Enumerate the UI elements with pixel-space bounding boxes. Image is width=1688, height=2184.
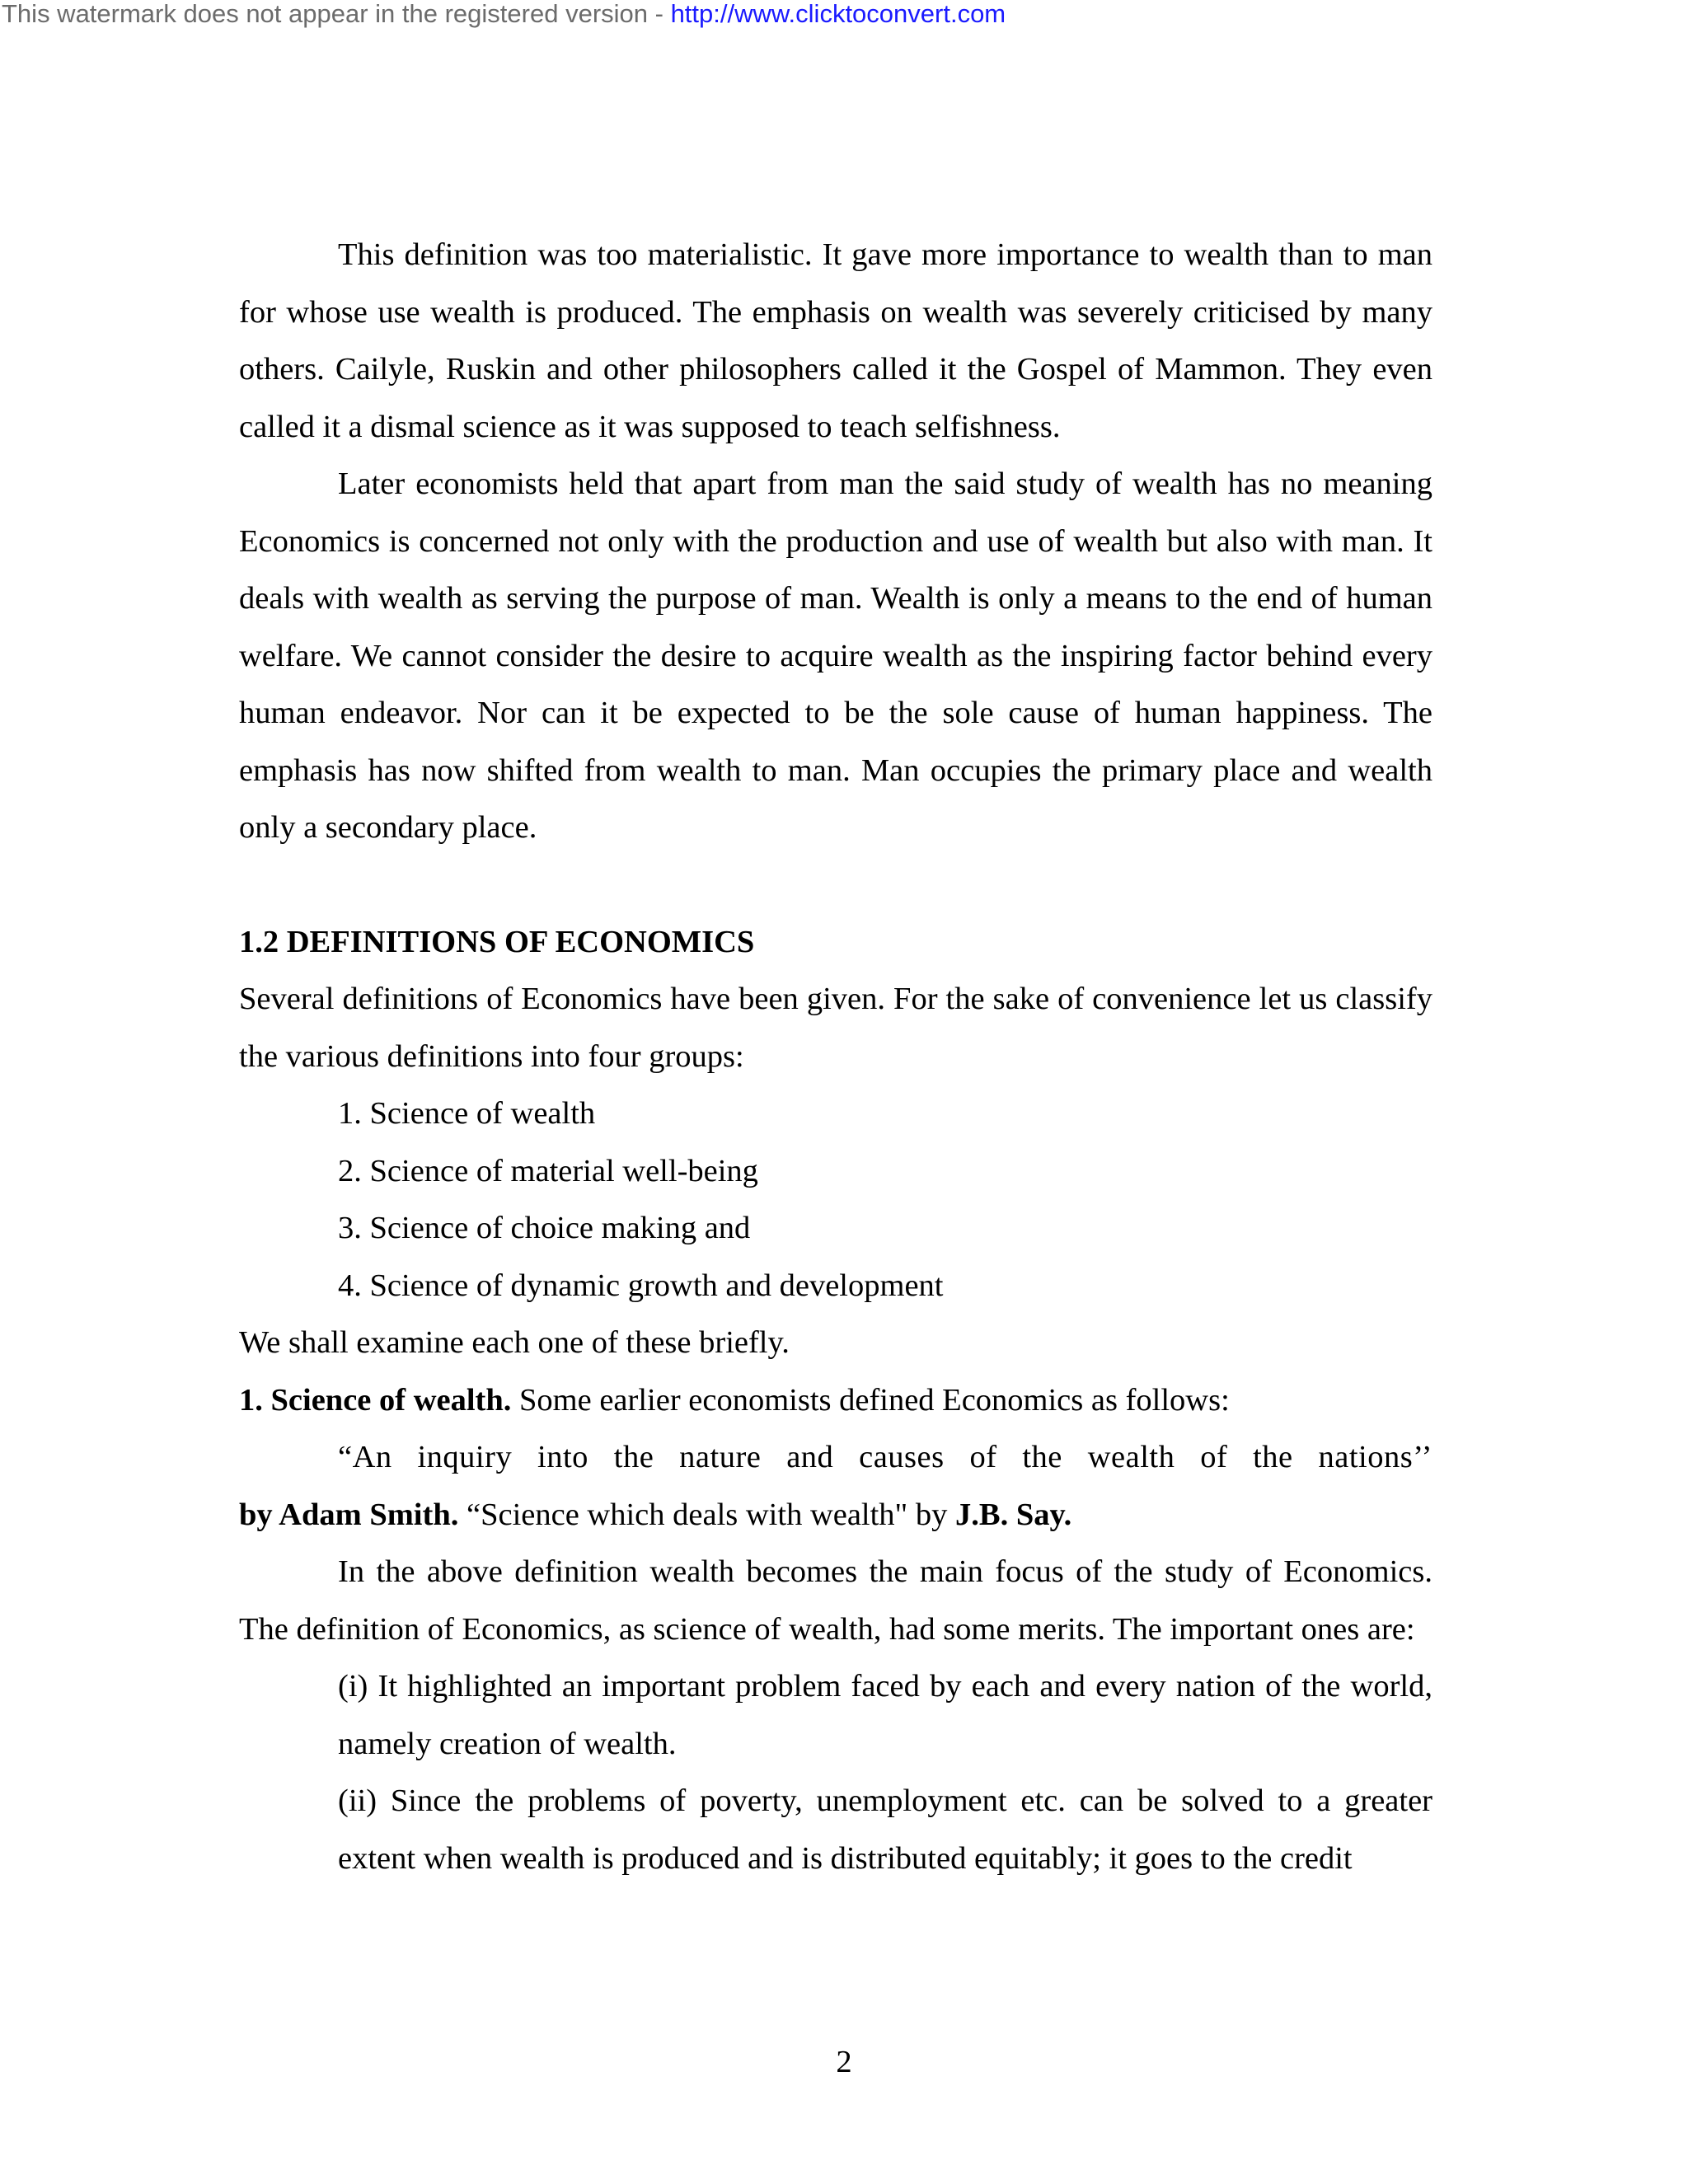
jb-say-attribution: J.B. Say. bbox=[955, 1497, 1072, 1532]
examine-sentence: We shall examine each one of these briefly. bbox=[239, 1325, 790, 1360]
paragraph-materialistic: This definition was too materialistic. It gave more importance to wealth than to man for whose use wealth is produced. The emphasis on wealth was severely criticised by many others. Cailyle, Ruskin and other philosophers called it the Gospel of Mammon. They even called it a dismal science as it was supposed to teach selfishness. bbox=[239, 237, 1432, 444]
section-heading: 1.2 DEFINITIONS OF ECONOMICS bbox=[239, 924, 755, 959]
definition-groups-list bbox=[239, 1085, 1432, 1315]
watermark-text: This watermark does not appear in the registered version - bbox=[2, 0, 671, 28]
list-item: 4. Science of dynamic growth and development bbox=[338, 1268, 944, 1303]
watermark-banner bbox=[2, 0, 1006, 28]
document-body bbox=[239, 227, 1432, 1887]
list-item: 1. Science of wealth bbox=[338, 1096, 596, 1131]
watermark-link[interactable]: http://www.clicktoconvert.com bbox=[670, 0, 1006, 28]
list-item: 2. Science of material well-being bbox=[338, 1153, 758, 1188]
merit-item: (i) It highlighted an important problem faced by each and every nation of the world, namely creation of wealth. bbox=[338, 1669, 1432, 1761]
adam-smith-quote: “An inquiry into the nature and causes of the wealth of the nations’’ bbox=[338, 1440, 1432, 1474]
science-of-wealth-lead-text: Some earlier economists defined Economics as follows: bbox=[511, 1382, 1230, 1418]
paragraph-main-focus: In the above definition wealth becomes the main focus of the study of Economics. The definition of Economics, as science of wealth, had some merits. The important ones are: bbox=[239, 1554, 1432, 1647]
list-item: 3. Science of choice making and bbox=[338, 1211, 751, 1245]
adam-smith-attribution: by Adam Smith. bbox=[239, 1497, 459, 1532]
page-number: 2 bbox=[836, 2045, 852, 2079]
paragraph-later-economists: Later economists held that apart from man the said study of wealth has no meaning Economics is concerned not only with the production and use of wealth but also with man. It deals with wealth as serving the purpose of man. Wealth is only a means to the end of human welfare. We cannot consider the desire to acquire wealth as the inspiring factor behind every human endeavor. Nor can it be expected to be the sole cause of human happiness. The emphasis has now shifted from wealth to man. Man occupies the primary place and wealth only a secondary place. bbox=[239, 466, 1432, 845]
section-intro: Several definitions of Economics have been given. For the sake of convenience let us classify the various definitions into four groups: bbox=[239, 982, 1432, 1074]
science-of-wealth-lead bbox=[239, 1372, 1432, 1430]
merit-item: (ii) Since the problems of poverty, unemployment etc. can be solved to a greater extent when wealth is produced and is distributed equitably; it goes to the credit bbox=[338, 1783, 1432, 1876]
section-spacer bbox=[239, 857, 1432, 914]
attribution-line bbox=[239, 1487, 1432, 1544]
say-quote: “Science which deals with wealth" by bbox=[458, 1497, 956, 1532]
science-of-wealth-title: 1. Science of wealth. bbox=[239, 1382, 512, 1418]
